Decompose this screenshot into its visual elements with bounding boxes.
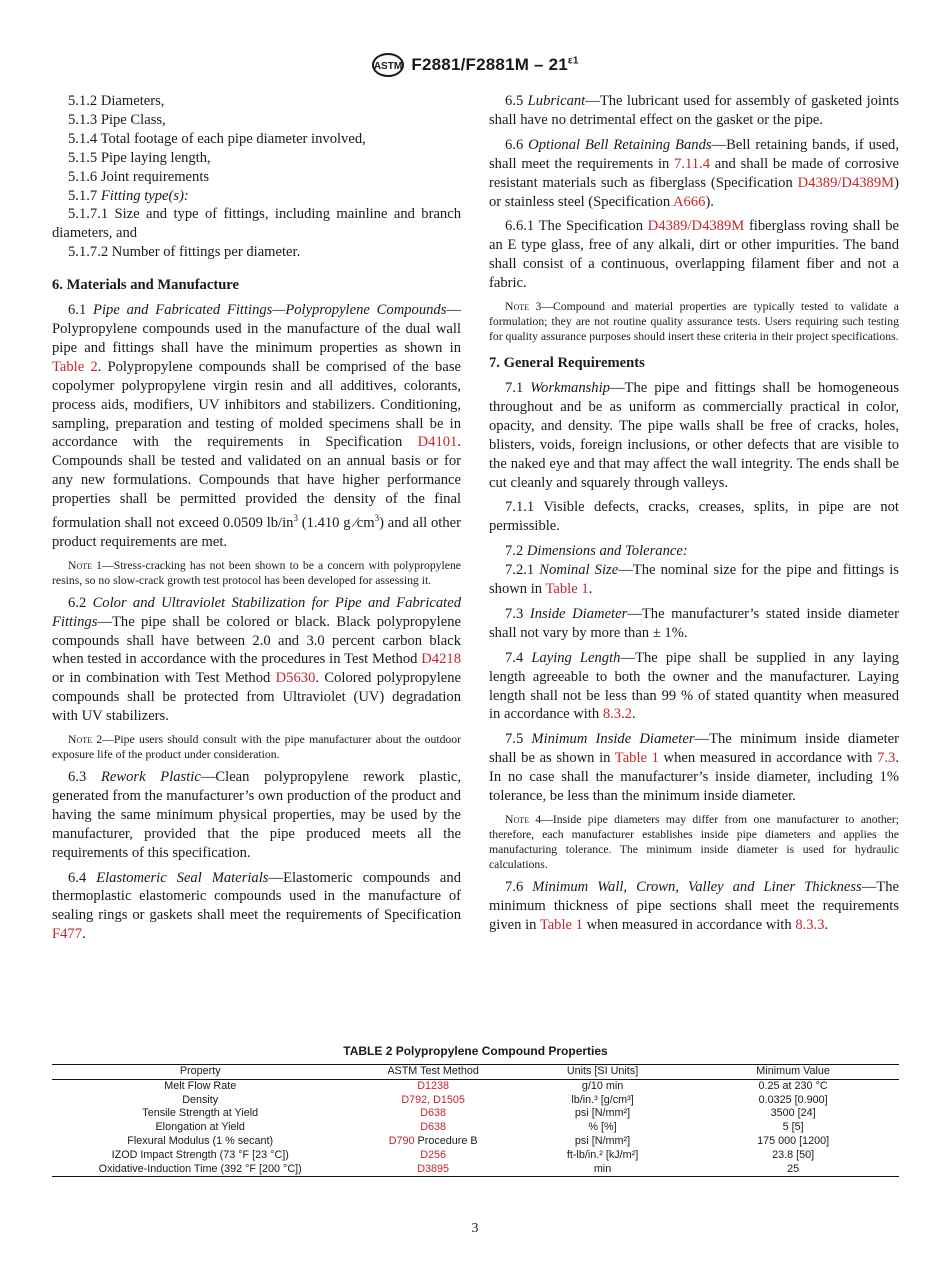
- para-7-6: 7.6 Minimum Wall, Crown, Valley and Liner Thickness—The minimum thickness of pipe sections shall meet the requirements given in Table 1 when measured in accordance with 8.3.3.: [489, 879, 900, 933]
- cell-method: [348, 1149, 517, 1163]
- cell-property: Flexural Modulus (1 % secant): [127, 1134, 274, 1147]
- cell-value: 5 [5]: [782, 1121, 804, 1134]
- para-6-6: 6.6 Optional Bell Retaining Bands—Bell retaining bands, if used, shall meet the requirements in 7.11.4 and shall be made of corrosive resistant materials such as fiberglass (Specification D4389/D4389M) or stainless steel (Specification A666).: [489, 136, 900, 210]
- table-row: [52, 1094, 899, 1108]
- item-5-1-4: 5.1.4 Total footage of each pipe diameter involved,: [68, 130, 366, 147]
- cell-units: g/10 min: [581, 1079, 624, 1092]
- astm-logo-icon: [371, 52, 405, 78]
- link-table-1[interactable]: Table 1: [545, 581, 589, 598]
- para-7-4: 7.4 Laying Length—The pipe shall be supplied in any laying length agreeable to both the owner and the manufacturer. Laying length shall not be less than 99 % of stated quantity when measured in accordance with 8.3.2.: [489, 649, 900, 723]
- link-d4389[interactable]: D4389/D4389M: [797, 174, 895, 191]
- cell-property: Oxidative-Induction Time (392 °F [200 °C]): [98, 1162, 302, 1175]
- cell-property: Density: [182, 1093, 219, 1106]
- cell-method: D790 Procedure B: [388, 1134, 478, 1147]
- link-d4389-2[interactable]: D4389/D4389M: [647, 218, 745, 235]
- note-2: Note 2—Pipe users should consult with the pipe manufacturer about the outdoor exposure life of the product under consideration.: [52, 733, 461, 762]
- link-table-1-c[interactable]: Table 1: [539, 916, 583, 933]
- cell-units: lb/in.³ [g/cm³]: [571, 1093, 634, 1106]
- svg-text:ASTM: ASTM: [374, 61, 403, 72]
- col-header-minimum: Minimum Value: [756, 1065, 830, 1077]
- para-7-2: 7.2 Dimensions and Tolerance:: [505, 543, 688, 560]
- link-d5630[interactable]: D5630: [275, 670, 316, 687]
- para-7-1-1: 7.1.1 Visible defects, cracks, creases, splits, in pipe are not permissible.: [489, 499, 899, 535]
- table-row: [52, 1135, 899, 1149]
- table-header-row: [52, 1065, 899, 1080]
- cell-units: ft-lb/in.² [kJ/m²]: [566, 1148, 639, 1161]
- link-d790[interactable]: D790: [388, 1134, 415, 1147]
- table-2: [52, 1044, 899, 1177]
- cell-value: 175 000 [1200]: [757, 1134, 830, 1147]
- cell-property: Elongation at Yield: [155, 1121, 245, 1134]
- page-header: [0, 52, 950, 83]
- para-6-4: 6.4 Elastomeric Seal Materials—Elastomeric compounds and thermoplastic elastomeric compounds used in the manufacture of sealing rings or gaskets shall meet the requirements of Specification F477.: [52, 869, 461, 943]
- para-6-5: 6.5 Lubricant—The lubricant used for assembly of gasketed joints shall have no detrimental effect on the gasket or the pipe.: [489, 93, 900, 128]
- cell-value: 25: [787, 1162, 800, 1175]
- cell-method: [348, 1094, 517, 1108]
- table-row: [52, 1079, 899, 1093]
- link-d638[interactable]: D638: [420, 1107, 447, 1120]
- cell-property: IZOD Impact Strength (73 °F [23 °C]): [111, 1148, 289, 1161]
- note-1: Note 1—Stress-cracking has not been shown to be a concern with polypropylene resins, so no slow-crack growth test protocol has been developed for assessing it.: [52, 558, 461, 587]
- cell-value: 0.25 at 230 °C: [758, 1079, 828, 1092]
- col-header-property: Property: [179, 1065, 221, 1077]
- cell-method: [348, 1121, 517, 1135]
- item-5-1-6: 5.1.6 Joint requirements: [68, 168, 210, 185]
- note-4: Note 4—Inside pipe diameters may differ from one manufacturer to another; therefore, each manufacturer establishes inside pipe diameters and applies the manufacturing tolerance. The minimum inside diameter is used for hydraulic calculations.: [489, 813, 899, 871]
- cell-units: % [%]: [588, 1121, 617, 1134]
- link-d638-b[interactable]: D638: [420, 1121, 447, 1134]
- para-7-3: 7.3 Inside Diameter—The manufacturer’s stated inside diameter shall not vary by more than ± 1%.: [489, 605, 900, 641]
- cell-value: 0.0325 [0.900]: [758, 1093, 828, 1106]
- note-3: Note 3—Compound and material properties are typically tested to validate a formulation; they are not routine quality assurance tests. Users requiring such testing for quality assurance purposes should insert these criteria in their project specifications.: [489, 300, 899, 344]
- cell-property: Tensile Strength at Yield: [142, 1107, 259, 1120]
- cell-units: psi [N/mm²]: [574, 1107, 631, 1120]
- table-2-title: TABLE 2 Polypropylene Compound Properties: [343, 1044, 608, 1058]
- para-6-1: 6.1 Pipe and Fabricated Fittings—Polypropylene Compounds—Polypropylene compounds used in the manufacture of the dual wall pipe and fittings shall have the minimum properties as shown in Table 2. Polypropylene compounds shall be comprised of the base copolymer polypropylene virgin resin and all additives, colorants, process aids, modifiers, UV inhibitors and stabilizers. Conditioning, sampling, preparation and testing of molded specimens shall be in accordance with the requirements in Specification D4101. Compounds shall be tested and validated on an annual basis or for any new formulations. Compounds that have higher performance properties shall be permitted provided the density of the final formulation shall not exceed 0.0509 $lb/in^3$ (1.410 g $⁄cm^3$) and all other product requirements are met.: [52, 302, 461, 550]
- item-5-1-2: 5.1.2 Diameters,: [68, 93, 165, 109]
- link-f477[interactable]: F477: [52, 926, 83, 943]
- cell-value: 3500 [24]: [770, 1107, 816, 1120]
- cell-method: [348, 1163, 517, 1177]
- right-column: [489, 92, 899, 941]
- para-6-2: 6.2 Color and Ultraviolet Stabilization for Pipe and Fabricated Fittings—The pipe shall be colored or black. Black polypropylene compounds shall have between 2.0 and 3.0 percent carbon black when tested in accordance with the procedures in Test Method D4218 or in combination with Test Method D5630. Colored polypropylene compounds shall be protected from Ultraviolet (UV) degradation with UV stabilizers.: [52, 594, 461, 725]
- para-6-3: 6.3 Rework Plastic—Clean polypropylene rework plastic, generated from the manufacturer’s own production of the product and having the same minimum physical properties, may be used by the manufacturer, provided that the pipe produced meets all the requirements of this specification.: [52, 769, 461, 861]
- link-d4218[interactable]: D4218: [421, 651, 461, 668]
- item-5-1-5: 5.1.5 Pipe laying length,: [68, 149, 211, 166]
- cell-units: psi [N/mm²]: [574, 1134, 631, 1147]
- link-d3895[interactable]: D3895: [417, 1162, 450, 1175]
- link-7-3[interactable]: 7.3: [877, 750, 896, 767]
- col-header-units: Units [SI Units]: [566, 1065, 639, 1077]
- item-5-1-7-2: 5.1.7.2 Number of fittings per diameter.: [68, 244, 301, 261]
- link-d792-d1505[interactable]: D792, D1505: [401, 1093, 465, 1106]
- table-row: [52, 1107, 899, 1121]
- table-row: [52, 1163, 899, 1177]
- cell-method: [348, 1107, 517, 1121]
- link-d4101[interactable]: D4101: [417, 434, 458, 451]
- link-table-1-b[interactable]: Table 1: [614, 750, 659, 767]
- left-column: [52, 92, 461, 950]
- para-7-2-1: 7.2.1 Nominal Size—The nominal size for the pipe and fittings is shown in Table 1.: [489, 562, 899, 598]
- standard-designation: $F2881/F2881M - 21^{\varepsilon 1}$: [411, 55, 579, 74]
- link-d256[interactable]: D256: [420, 1148, 447, 1161]
- table-row: [52, 1121, 899, 1135]
- cell-value: 23.8 [50]: [772, 1148, 815, 1161]
- link-8-3-2[interactable]: 8.3.2: [602, 706, 633, 723]
- section-6-heading: 6. Materials and Manufacture: [52, 277, 239, 294]
- cell-property: Melt Flow Rate: [164, 1079, 237, 1092]
- section-7-heading: 7. General Requirements: [489, 355, 645, 372]
- link-d1238[interactable]: D1238: [417, 1079, 450, 1092]
- para-7-5: 7.5 Minimum Inside Diameter—The minimum inside diameter shall be as shown in Table 1 when measured in accordance with 7.3. In no case shall the manufacturer’s inside diameter, including 1% tolerance, be less than the minimum inside diameter.: [489, 731, 899, 805]
- item-5-1-3: 5.1.3 Pipe Class,: [68, 111, 166, 128]
- link-a666[interactable]: A666: [673, 193, 706, 210]
- link-table-2[interactable]: Table 2: [52, 358, 98, 375]
- link-7-11-4[interactable]: 7.11.4: [674, 155, 711, 172]
- para-6-6-1: 6.6.1 The Specification D4389/D4389M fiberglass roving shall be an E type glass, free of any alkali, dirt or other impurities. The band shall consist of a continuous, overlapping filament fiber and not a fabric.: [489, 218, 899, 292]
- link-8-3-3[interactable]: 8.3.3: [795, 916, 825, 933]
- properties-table: [52, 1064, 899, 1177]
- page-number: 3: [471, 1221, 479, 1236]
- para-7-1: 7.1 Workmanship—The pipe and fittings shall be homogeneous throughout and be as uniform as commercially practical in color, opacity, and density. The pipe walls shall be free of cracks, holes, blisters, voids, foreign inclusions, or other defects that are visible to the naked eye and that may affect the wall integrity. The ends shall be cut cleanly and squarely through valleys.: [489, 379, 900, 491]
- col-header-method: ASTM Test Method: [387, 1065, 479, 1077]
- cell-method: [348, 1079, 517, 1093]
- table-row: [52, 1149, 899, 1163]
- item-5-1-7: 5.1.7 Fitting type(s):: [68, 187, 189, 204]
- item-5-1-7-1: 5.1.7.1 Size and type of fittings, including mainline and branch diameters, and: [52, 206, 461, 242]
- cell-units: min: [593, 1162, 612, 1175]
